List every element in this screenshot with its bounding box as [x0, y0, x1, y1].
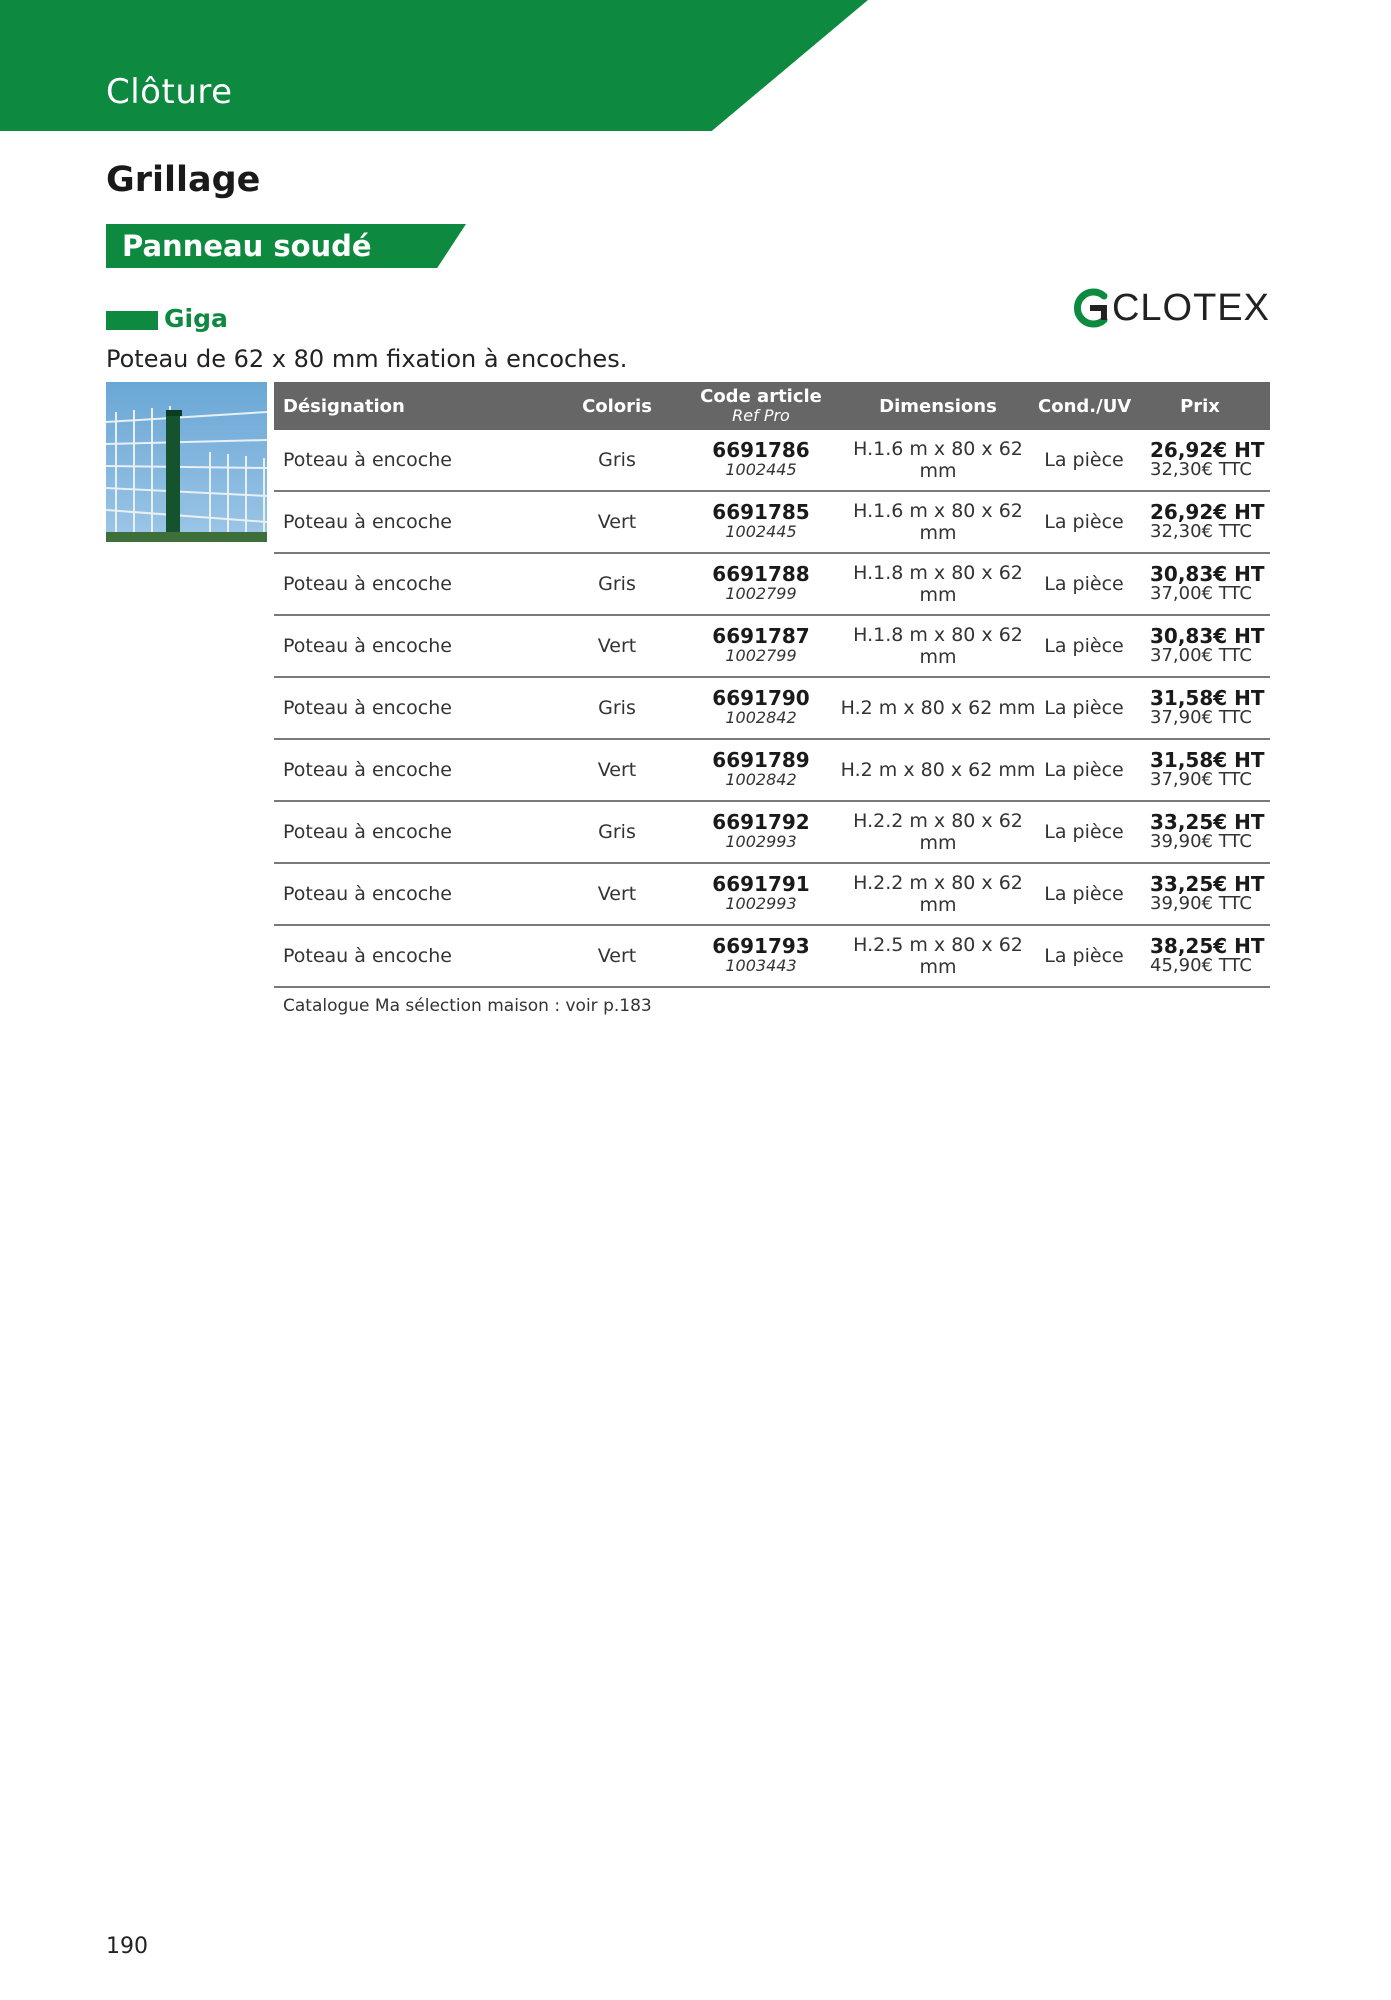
cell-code: [684, 438, 838, 479]
ref-pro: 1002842: [725, 708, 797, 727]
cell-code: [684, 810, 838, 851]
cell-code: [684, 934, 838, 975]
header-code: [684, 387, 838, 425]
cell-designation: Poteau à encoche: [283, 759, 452, 781]
cell-coloris: Vert: [597, 883, 637, 905]
header-prix: Prix: [1180, 395, 1220, 417]
price-ttc: 37,90€ TTC: [1150, 769, 1252, 790]
page-heading: Grillage: [106, 160, 261, 200]
price-ttc: 37,90€ TTC: [1150, 707, 1252, 728]
ref-pro: 1003443: [725, 956, 797, 975]
article-code: 6691790: [712, 686, 810, 710]
section-title: Clôture: [106, 72, 233, 112]
cell-prix: [1130, 688, 1270, 728]
cell-coloris: Vert: [597, 945, 637, 967]
price-ht: 30,83€ HT: [1150, 562, 1265, 586]
cell-designation: Poteau à encoche: [283, 697, 452, 719]
cell-cond: La pièce: [1044, 759, 1124, 781]
ref-pro: 1002445: [725, 522, 797, 541]
cell-code: [684, 872, 838, 913]
table-row: [274, 616, 1270, 678]
ref-pro: 1002799: [725, 584, 797, 603]
cell-prix: [1130, 502, 1270, 542]
cell-designation: Poteau à encoche: [283, 511, 452, 533]
page-number: 190: [106, 1934, 148, 1959]
cell-cond: La pièce: [1044, 883, 1124, 905]
ref-pro: 1002445: [725, 460, 797, 479]
price-ht: 31,58€ HT: [1150, 748, 1265, 772]
cell-coloris: Vert: [597, 759, 637, 781]
header-designation: Désignation: [283, 395, 405, 417]
cell-coloris: Vert: [597, 511, 637, 533]
table-row: [274, 802, 1270, 864]
subheading-label: Panneau soudé: [122, 229, 372, 263]
article-code: 6691788: [712, 562, 810, 586]
article-code: 6691791: [712, 872, 810, 896]
header-code-sub: Ref Pro: [732, 406, 790, 425]
article-code: 6691793: [712, 934, 810, 958]
cell-designation: Poteau à encoche: [283, 449, 452, 471]
ref-pro: 1002993: [725, 894, 797, 913]
cell-cond: La pièce: [1044, 511, 1124, 533]
price-ht: 26,92€ HT: [1150, 438, 1265, 462]
article-code: 6691786: [712, 438, 810, 462]
cell-code: [684, 562, 838, 603]
cell-dimensions: H.2 m x 80 x 62 mm: [840, 697, 1036, 719]
cell-coloris: Gris: [598, 697, 636, 719]
price-ht: 26,92€ HT: [1150, 500, 1265, 524]
price-ttc: 39,90€ TTC: [1150, 893, 1252, 914]
catalogue-note: Catalogue Ma sélection maison : voir p.183: [283, 996, 652, 1016]
table-header: [274, 382, 1270, 430]
cell-designation: Poteau à encoche: [283, 821, 452, 843]
cell-prix: [1130, 626, 1270, 666]
cell-coloris: Gris: [598, 449, 636, 471]
brand-logo: [1070, 280, 1270, 336]
cell-dimensions: H.2 m x 80 x 62 mm: [840, 759, 1036, 781]
brand-g-icon: [1070, 286, 1110, 330]
cell-designation: Poteau à encoche: [283, 945, 452, 967]
cell-code: [684, 500, 838, 541]
table-row: [274, 492, 1270, 554]
price-ttc: 37,00€ TTC: [1150, 645, 1252, 666]
table-row: [274, 864, 1270, 926]
cell-designation: Poteau à encoche: [283, 573, 452, 595]
cell-dimensions: H.1.8 m x 80 x 62 mm: [853, 562, 1023, 606]
category-label: Giga: [164, 304, 228, 333]
article-code: 6691792: [712, 810, 810, 834]
price-ttc: 32,30€ TTC: [1150, 459, 1252, 480]
cell-cond: La pièce: [1044, 697, 1124, 719]
header-code-label: Code article: [700, 386, 822, 407]
product-description: Poteau de 62 x 80 mm fixation à encoches.: [106, 345, 628, 373]
price-table: [274, 382, 1270, 1016]
ref-pro: 1002993: [725, 832, 797, 851]
cell-prix: [1130, 440, 1270, 480]
price-ht: 33,25€ HT: [1150, 810, 1265, 834]
cell-dimensions: H.2.2 m x 80 x 62 mm: [853, 872, 1023, 916]
price-ttc: 37,00€ TTC: [1150, 583, 1252, 604]
article-code: 6691785: [712, 500, 810, 524]
price-ttc: 39,90€ TTC: [1150, 831, 1252, 852]
cell-prix: [1130, 812, 1270, 852]
cell-code: [684, 686, 838, 727]
price-ht: 30,83€ HT: [1150, 624, 1265, 648]
article-code: 6691789: [712, 748, 810, 772]
cell-prix: [1130, 564, 1270, 604]
cell-dimensions: H.2.5 m x 80 x 62 mm: [853, 934, 1023, 978]
cell-dimensions: H.2.2 m x 80 x 62 mm: [853, 810, 1023, 854]
category-marker: [106, 311, 158, 330]
cell-dimensions: H.1.8 m x 80 x 62 mm: [853, 624, 1023, 668]
cell-dimensions: H.1.6 m x 80 x 62 mm: [853, 438, 1023, 482]
cell-prix: [1130, 936, 1270, 976]
cell-dimensions: H.1.6 m x 80 x 62 mm: [853, 500, 1023, 544]
cell-designation: Poteau à encoche: [283, 635, 452, 657]
cell-cond: La pièce: [1044, 635, 1124, 657]
cell-cond: La pièce: [1044, 821, 1124, 843]
cell-coloris: Vert: [597, 635, 637, 657]
cell-cond: La pièce: [1044, 573, 1124, 595]
price-ttc: 32,30€ TTC: [1150, 521, 1252, 542]
table-row: [274, 678, 1270, 740]
cell-code: [684, 748, 838, 789]
cell-coloris: Gris: [598, 821, 636, 843]
cell-coloris: Gris: [598, 573, 636, 595]
price-ttc: 45,90€ TTC: [1150, 955, 1252, 976]
ref-pro: 1002842: [725, 770, 797, 789]
cell-code: [684, 624, 838, 665]
header-dimensions: Dimensions: [879, 395, 997, 417]
price-ht: 38,25€ HT: [1150, 934, 1265, 958]
header-coloris: Coloris: [582, 395, 652, 417]
brand-name: CLOTEX: [1111, 286, 1270, 329]
cell-prix: [1130, 750, 1270, 790]
header-cond: Cond./UV: [1038, 395, 1132, 417]
product-photo: [106, 382, 267, 542]
ref-pro: 1002799: [725, 646, 797, 665]
cell-designation: Poteau à encoche: [283, 883, 452, 905]
table-row: [274, 926, 1270, 988]
table-row: [274, 554, 1270, 616]
price-ht: 33,25€ HT: [1150, 872, 1265, 896]
cell-cond: La pièce: [1044, 945, 1124, 967]
price-ht: 31,58€ HT: [1150, 686, 1265, 710]
table-row: [274, 740, 1270, 802]
cell-prix: [1130, 874, 1270, 914]
cell-cond: La pièce: [1044, 449, 1124, 471]
article-code: 6691787: [712, 624, 810, 648]
table-row: [274, 430, 1270, 492]
